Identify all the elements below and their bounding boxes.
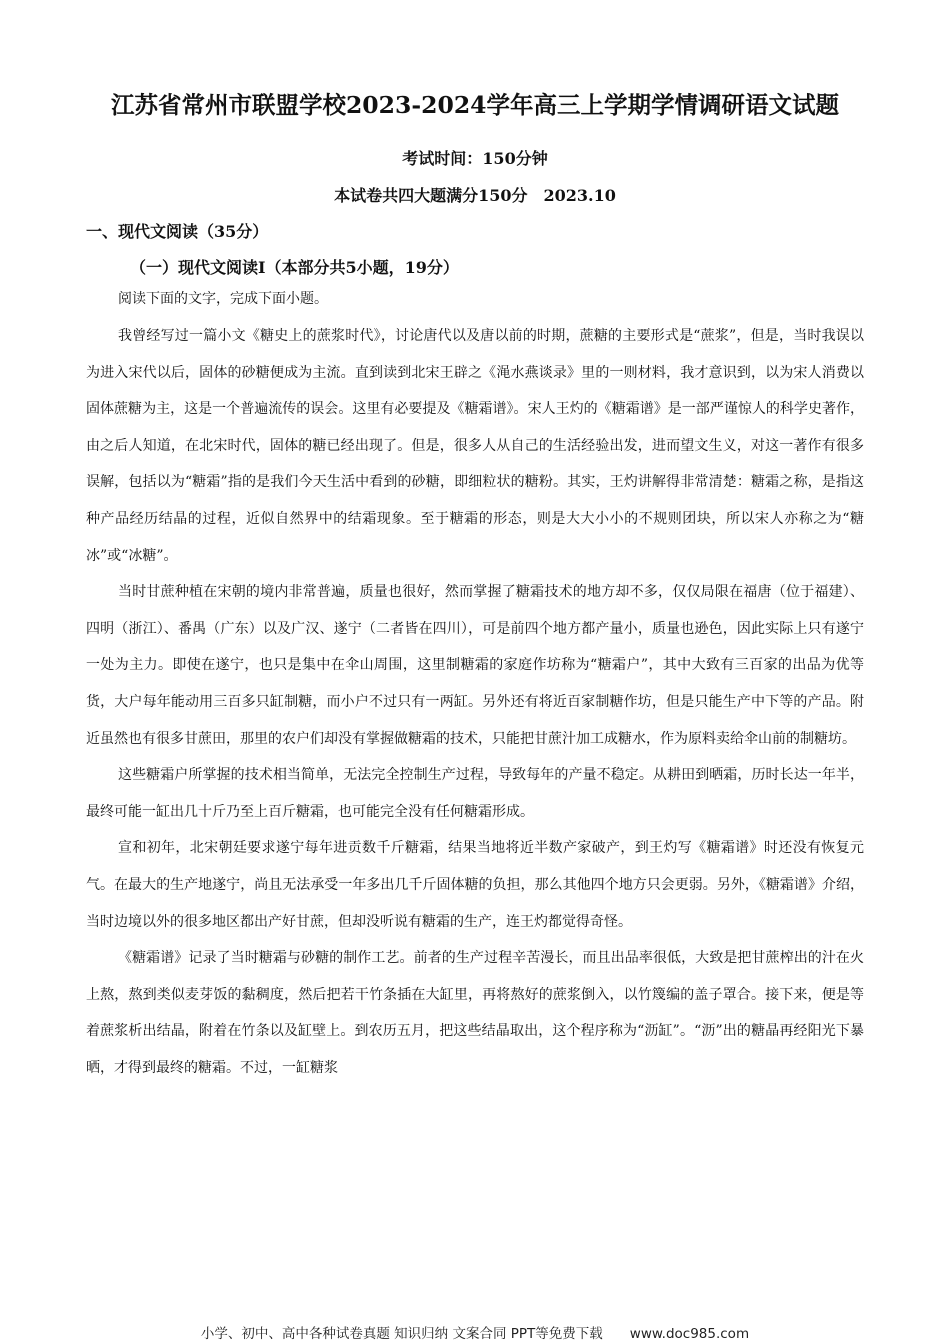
passage-paragraph-5: 《糖霜谱》记录了当时糖霜与砂糖的制作工艺。前者的生产过程辛苦漫长，而且出品率很低，大致是把甘蔗榨出的汁在火上熬，熬到类似麦芽饭的黏稠度，然后把若干竹条插在大缸里，再将熬好的蔗浆倒入，以竹篾编的盖子罩合。接下来，便是等着蔗浆析出结晶，附着在竹条以及缸壁上。到农历五月，把这些结晶取出，这个程序称为“沥缸”。“沥”出的糖晶再经阳光下暴晒，才得到最终的糖霜。不过，一缸糖浆 [86, 950, 864, 1076]
section-heading-modern-reading: 一、现代文阅读（35分） [86, 222, 269, 241]
subsection-heading-reading-1: （一）现代文阅读Ⅰ（本部分共5小题，19分） [130, 258, 459, 277]
reading-instruction: 阅读下面的文字，完成下面小题。 [118, 291, 328, 307]
document-title: 江苏省常州市联盟学校2023-2024学年高三上学期学情调研语文试题 [110, 91, 840, 119]
exam-info: 本试卷共四大题满分150分 2023.10 [334, 186, 616, 205]
passage-paragraph-3: 这些糖霜户所掌握的技术相当简单，无法完全控制生产过程，导致每年的产量不稳定。从耕田到晒霜，历时长达一年半，最终可能一缸出几十斤乃至上百斤糖霜，也可能完全没有任何糖霜形成。 [86, 767, 864, 820]
exam-time: 考试时间：150分钟 [402, 149, 548, 168]
passage-paragraph-1: 我曾经写过一篇小文《糖史上的蔗浆时代》，讨论唐代以及唐以前的时期，蔗糖的主要形式是“蔗浆”，但是，当时我误以为进入宋代以后，固体的砂糖便成为主流。直到读到北宋王辟之《渑水燕谈录》里的一则材料，我才意识到，以为宋人消费以固体蔗糖为主，这是一个普遍流传的误会。这里有必要提及《糖霜谱》。宋人王灼的《糖霜谱》是一部严谨惊人的科学史著作，由之后人知道，在北宋时代，固体的糖已经出现了。但是，很多人从自己的生活经验出发，进而望文生义，对这一著作有很多误解，包括以为“糖霜”指的是我们今天生活中看到的砂糖，即细粒状的糖粉。其实，王灼讲解得非常清楚：糖霜之称，是指这种产品经历结晶的过程，近似自然界中的结霜现象。至于糖霜的形态，则是大大小小的不规则团块，所以宋人亦称之为“糖冰”或“冰糖”。 [86, 328, 864, 564]
passage-paragraph-4: 宣和初年，北宋朝廷要求遂宁每年进贡数千斤糖霜，结果当地将近半数产家破产，到王灼写《糖霜谱》时还没有恢复元气。在最大的生产地遂宁，尚且无法承受一年多出几千斤固体糖的负担，那么其他四个地方只会更弱。另外，《糖霜谱》介绍，当时边境以外的很多地区都出产好甘蔗，但却没听说有糖霜的生产，连王灼都觉得奇怪。 [86, 840, 864, 930]
passage-body [86, 318, 864, 1086]
passage-paragraph-2: 当时甘蔗种植在宋朝的境内非常普遍，质量也很好，然而掌握了糖霜技术的地方却不多，仅仅局限在福唐（位于福建）、四明（浙江）、番禺（广东）以及广汉、遂宁（二者皆在四川），可是前四个地方都产量小，质量也逊色，因此实际上只有遂宁一处为主力。即使在遂宁，也只是集中在伞山周围，这里制糖霜的家庭作坊称为“糖霜户”，其中大致有三百家的出品为优等货，大户每年能动用三百多只缸制糖，而小户不过只有一两缸。另外还有将近百家制糖作坊，但是只能生产中下等的产品。附近虽然也有很多甘蔗田，那里的农户们却没有掌握做糖霜的技术，只能把甘蔗汁加工成糖水，作为原料卖给伞山前的制糖坊。 [86, 584, 864, 747]
page-footer: 小学、初中、高中各种试卷真题 知识归纳 文案合同 PPT等免费下载 www.doc985.com [200, 1326, 750, 1342]
